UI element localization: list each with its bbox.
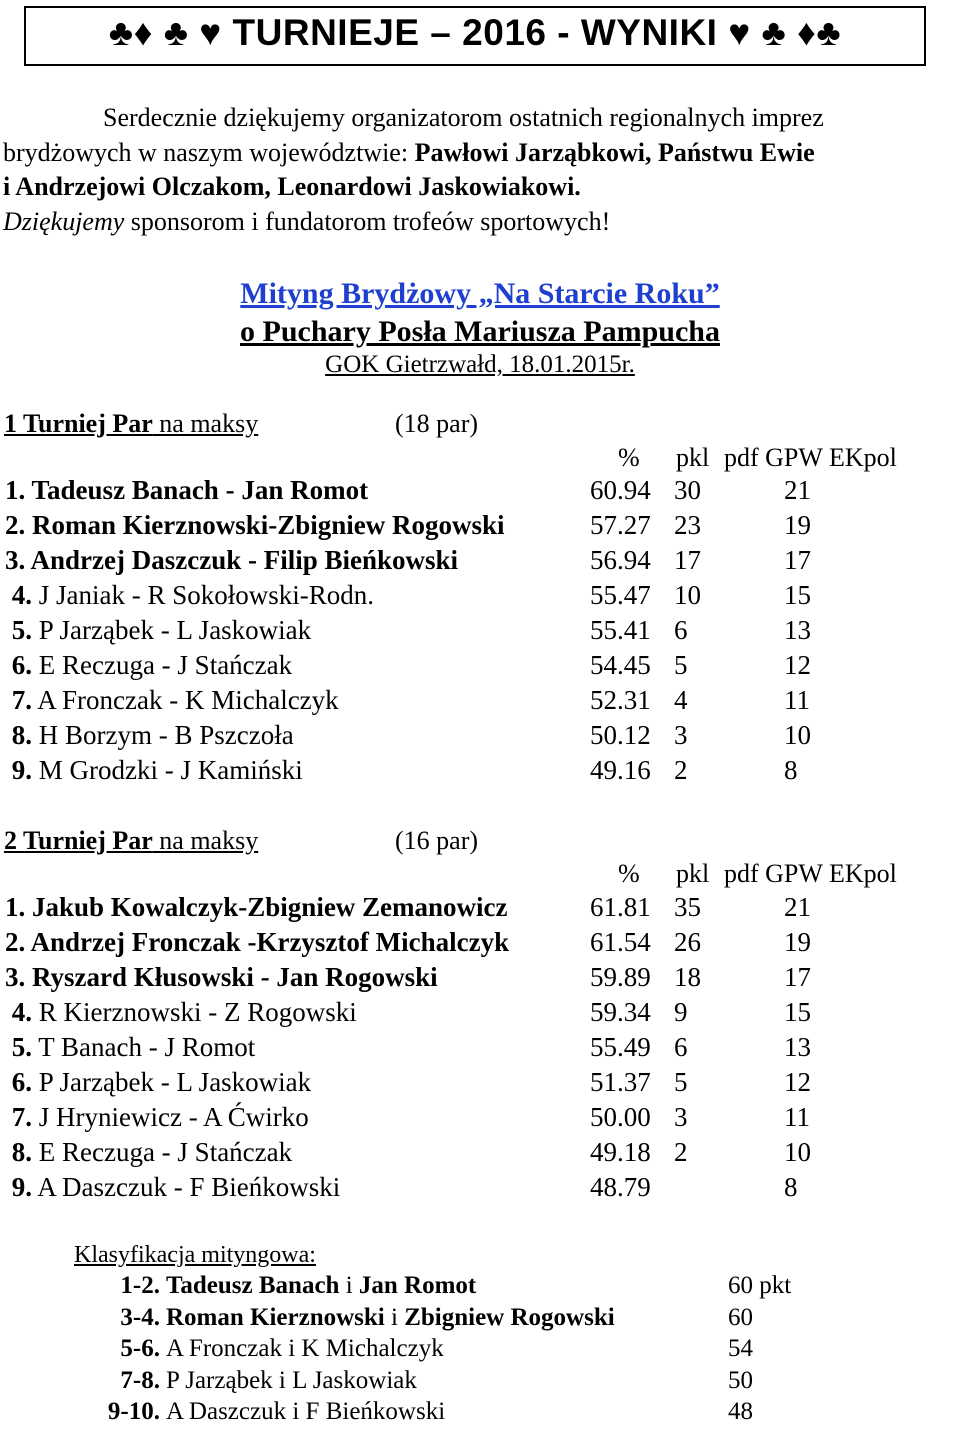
ekpol: 10 — [784, 1137, 811, 1167]
tournament-2-col-rest: pdf GPW EKpol — [724, 859, 897, 888]
pair-names-bold: Andrzej Daszczuk - Filip Bieńkowski — [25, 545, 459, 575]
intro-paragraph — [3, 101, 958, 239]
pair-names — [5, 755, 303, 786]
tournament-1-title-bold: 1 Turniej Par — [4, 409, 153, 438]
pair-names — [5, 475, 368, 506]
table-row — [0, 1102, 960, 1137]
intro-line-4 — [3, 205, 958, 240]
classification-title: Klasyfikacja mityngowa: — [74, 1242, 316, 1268]
pair-names-bold: Tadeusz Banach - Jan Romot — [25, 475, 369, 505]
tournament-2-pairs: (16 par) — [395, 826, 479, 855]
pkl: 2 — [674, 755, 688, 785]
table-row — [0, 1067, 960, 1102]
pair-names-normal: A Fronczak - K Michalczyk — [32, 685, 339, 715]
rank: 8. — [5, 1137, 32, 1167]
name-normal: A Fronczak i K Michalczyk — [166, 1335, 444, 1362]
pair-names — [5, 1032, 255, 1063]
rank: 3. — [5, 545, 26, 575]
ekpol: 13 — [784, 1032, 811, 1062]
pair-names — [5, 892, 508, 923]
percent: 59.34 — [590, 997, 651, 1027]
table-row — [0, 615, 960, 650]
pair-names-normal: J Janiak - R Sokołowski-Rodn. — [32, 580, 375, 610]
pair-names-normal: R Kierznowski - Z Rogowski — [32, 997, 357, 1027]
table-row — [0, 927, 960, 962]
pkl: 30 — [674, 475, 701, 505]
table-row — [0, 720, 960, 755]
classification-points: 50 — [728, 1366, 753, 1394]
intro-line-2-text: brydżowych w naszym województwie: — [3, 137, 415, 167]
name-bold-1: Tadeusz Banach — [166, 1272, 340, 1299]
name-normal: A Daszczuk i F Bieńkowski — [166, 1398, 446, 1425]
intro-line-1: Serdecznie dziękujemy organizatorom ostatnich regionalnych imprez — [103, 103, 824, 132]
rank: 7. — [5, 1102, 32, 1132]
ekpol: 12 — [784, 650, 811, 680]
percent: 59.89 — [590, 962, 651, 992]
pair-names — [5, 1172, 340, 1203]
ekpol: 19 — [784, 927, 811, 957]
pkl: 2 — [674, 1137, 688, 1167]
ekpol: 21 — [784, 892, 811, 922]
pkl: 23 — [674, 510, 701, 540]
pair-names-bold: Ryszard Kłusowski - Jan Rogowski — [25, 962, 438, 992]
ekpol: 21 — [784, 475, 811, 505]
table-row — [0, 1172, 960, 1207]
tournament-1-title — [4, 409, 258, 439]
table-row — [0, 650, 960, 685]
table-row — [0, 1137, 960, 1172]
classification-names — [166, 1304, 615, 1332]
classification-points: 48 — [728, 1398, 753, 1425]
classification-rank: 9-10. — [107, 1398, 160, 1425]
percent: 60.94 — [590, 475, 651, 505]
table-row — [0, 962, 960, 997]
ekpol: 8 — [784, 1172, 798, 1202]
rank: 4. — [5, 997, 32, 1027]
list-item — [0, 1272, 960, 1304]
pair-names-bold: Andrzej Fronczak -Krzysztof Michalczyk — [25, 927, 510, 957]
list-item — [0, 1335, 960, 1367]
classification-rank: 1-2. — [120, 1272, 160, 1299]
percent: 55.49 — [590, 1032, 651, 1062]
list-item — [0, 1398, 960, 1430]
ekpol: 15 — [784, 580, 811, 610]
intro-line-3: i Andrzejowi Olczakom, Leonardowi Jaskowiakowi. — [3, 172, 581, 201]
tournament-1-pairs: (18 par) — [395, 409, 479, 438]
pair-names-bold: Jakub Kowalczyk-Zbigniew Zemanowicz — [25, 892, 508, 922]
pair-names-normal: M Grodzki - J Kamiński — [32, 755, 303, 785]
table-row — [0, 545, 960, 580]
intro-line-2 — [3, 136, 958, 171]
percent: 50.00 — [590, 1102, 651, 1132]
rank: 1. — [5, 475, 26, 505]
intro-line-4-text: sponsorom i fundatorom trofeów sportowych! — [124, 206, 611, 236]
pair-names — [5, 580, 374, 611]
rank: 5. — [5, 1032, 32, 1062]
pair-names-normal: P Jarząbek - L Jaskowiak — [32, 615, 312, 645]
pkl: 10 — [674, 580, 701, 610]
classification-names — [166, 1398, 445, 1426]
pair-names — [5, 615, 311, 646]
pkl: 6 — [674, 1032, 688, 1062]
percent: 56.94 — [590, 545, 651, 575]
pkl: 3 — [674, 720, 688, 750]
pair-names — [5, 1137, 292, 1168]
rank: 1. — [5, 892, 26, 922]
rank: 6. — [5, 650, 32, 680]
table-row — [0, 1032, 960, 1067]
pair-names — [5, 1067, 311, 1098]
pkl: 5 — [674, 1067, 688, 1097]
classification-names — [166, 1272, 476, 1300]
ekpol: 11 — [784, 1102, 810, 1132]
pair-names-bold: Roman Kierznowski-Zbigniew Rogowski — [25, 510, 505, 540]
page-title: ♣♦ ♣ ♥ TURNIEJE – 2016 - WYNIKI ♥ ♣ ♦♣ — [108, 12, 842, 53]
percent: 49.16 — [590, 755, 651, 785]
pair-names — [5, 545, 458, 576]
name-join: i — [339, 1272, 359, 1299]
pair-names — [5, 1102, 309, 1133]
tournament-2-title — [4, 826, 258, 856]
percent: 49.18 — [590, 1137, 651, 1167]
pkl: 18 — [674, 962, 701, 992]
pair-names-normal: A Daszczuk - F Bieńkowski — [32, 1172, 341, 1202]
pkl: 3 — [674, 1102, 688, 1132]
percent: 50.12 — [590, 720, 651, 750]
tournament-1-col-pct: % — [618, 443, 640, 472]
pair-names-normal: P Jarząbek - L Jaskowiak — [32, 1067, 312, 1097]
pair-names-normal: E Reczuga - J Stańczak — [32, 650, 293, 680]
ekpol: 11 — [784, 685, 810, 715]
percent: 55.41 — [590, 615, 651, 645]
mityng-location: GOK Gietrzwałd, 18.01.2015r. — [325, 351, 635, 378]
ekpol: 8 — [784, 755, 798, 785]
classification-names — [166, 1335, 444, 1363]
classification-rank: 3-4. — [120, 1303, 160, 1331]
table-row — [0, 475, 960, 510]
rank: 3. — [5, 962, 26, 992]
pkl: 17 — [674, 545, 701, 575]
pkl: 9 — [674, 997, 688, 1027]
table-row — [0, 510, 960, 545]
name-bold-2: Jan Romot — [358, 1272, 477, 1299]
rank: 7. — [5, 685, 32, 715]
pair-names — [5, 510, 505, 541]
table-row — [0, 892, 960, 927]
tournament-1-col-rest: pdf GPW EKpol — [724, 443, 897, 472]
classification-rank: 7-8. — [120, 1366, 160, 1394]
classification-points: 54 — [728, 1335, 753, 1362]
tournament-2-title-rest: na maksy — [152, 826, 259, 855]
percent: 51.37 — [590, 1067, 651, 1097]
table-row — [0, 685, 960, 720]
rank: 6. — [5, 1067, 32, 1097]
rank: 4. — [5, 580, 32, 610]
tournament-1-title-rest: na maksy — [152, 409, 259, 438]
pair-names — [5, 927, 509, 958]
intro-line-2-names: Pawłowi Jarząbkowi, Państwu Ewie — [414, 137, 815, 167]
pair-names — [5, 997, 357, 1028]
rank: 9. — [5, 755, 32, 785]
mityng-subtitle: o Puchary Posła Mariusza Pampucha — [240, 315, 720, 348]
name-normal: P Jarząbek i L Jaskowiak — [166, 1366, 417, 1394]
ekpol: 15 — [784, 997, 811, 1027]
pair-names-normal: J Hryniewicz - A Ćwirko — [32, 1102, 309, 1132]
tournament-2-col-pkl: pkl — [676, 859, 710, 888]
tournament-2-title-bold: 2 Turniej Par — [4, 826, 153, 855]
table-row — [0, 580, 960, 615]
pkl: 6 — [674, 615, 688, 645]
pair-names-normal: T Banach - J Romot — [32, 1032, 256, 1062]
percent: 57.27 — [590, 510, 651, 540]
tournament-2-col-pct: % — [618, 859, 640, 888]
ekpol: 17 — [784, 545, 811, 575]
table-row — [0, 997, 960, 1032]
pkl: 4 — [674, 685, 688, 715]
pair-names — [5, 650, 292, 681]
rank: 8. — [5, 720, 32, 750]
classification-names — [166, 1367, 417, 1395]
name-bold-1: Roman Kierznowski — [166, 1303, 385, 1331]
percent: 48.79 — [590, 1172, 651, 1202]
ekpol: 17 — [784, 962, 811, 992]
tournament-1-col-pkl: pkl — [676, 443, 710, 472]
rank: 2. — [5, 927, 26, 957]
pair-names — [5, 962, 438, 993]
name-join: i — [384, 1303, 405, 1331]
pair-names-normal: H Borzym - B Pszczoła — [32, 720, 294, 750]
ekpol: 13 — [784, 615, 811, 645]
ekpol: 19 — [784, 510, 811, 540]
pair-names-normal: E Reczuga - J Stańczak — [32, 1137, 293, 1167]
list-item — [0, 1367, 960, 1399]
classification-rank: 5-6. — [120, 1335, 160, 1362]
intro-line-4-italic: Dziękujemy — [3, 206, 125, 236]
percent: 54.45 — [590, 650, 651, 680]
rank: 5. — [5, 615, 32, 645]
mityng-title: Mityng Brydżowy „Na Starcie Roku” — [240, 277, 720, 310]
ekpol: 10 — [784, 720, 811, 750]
percent: 61.54 — [590, 927, 651, 957]
percent: 52.31 — [590, 685, 651, 715]
rank: 9. — [5, 1172, 32, 1202]
pkl: 5 — [674, 650, 688, 680]
percent: 61.81 — [590, 892, 651, 922]
ekpol: 12 — [784, 1067, 811, 1097]
classification-points: 60 — [728, 1303, 753, 1331]
rank: 2. — [5, 510, 26, 540]
pkl: 35 — [674, 892, 701, 922]
pair-names — [5, 720, 294, 751]
header-box — [24, 6, 926, 66]
classification-points: 60 pkt — [728, 1272, 792, 1299]
name-bold-2: Zbigniew Rogowski — [404, 1303, 615, 1331]
percent: 55.47 — [590, 580, 651, 610]
pkl: 26 — [674, 927, 701, 957]
list-item — [0, 1304, 960, 1336]
pair-names — [5, 685, 339, 716]
table-row — [0, 755, 960, 790]
